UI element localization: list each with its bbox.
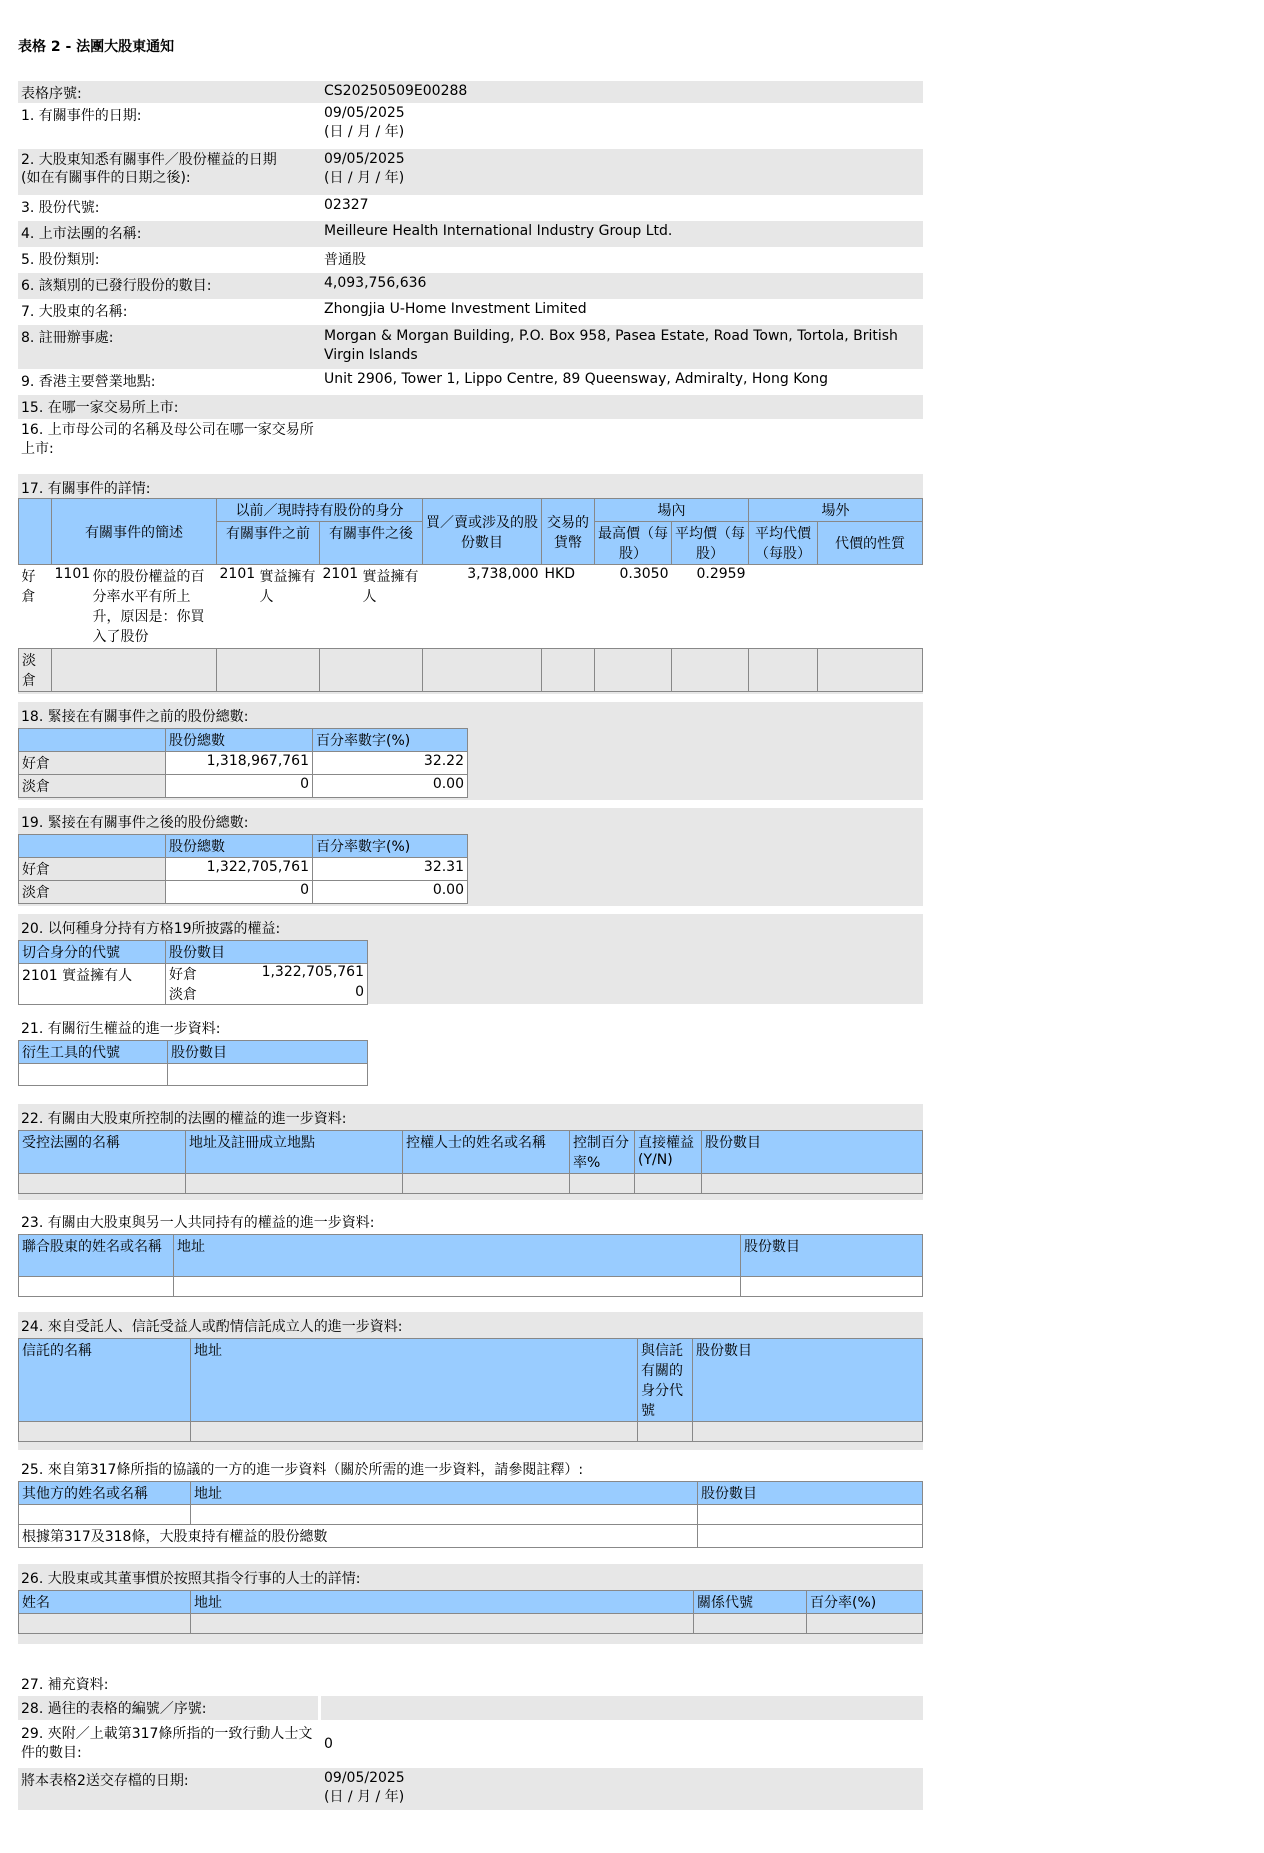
table-row (19, 649, 923, 692)
shares-before-table (18, 728, 468, 798)
f15-value (321, 395, 923, 419)
f16-label: 16. 上市母公司的名稱及母公司在哪一家交易所上市: (21, 422, 314, 457)
short-label: 淡倉 (19, 881, 166, 904)
f7-value: Zhongjia U-Home Investment Limited (324, 301, 587, 317)
controlled-corporation-table (18, 1130, 923, 1194)
f3-value: 02327 (324, 197, 369, 213)
table-row (19, 1525, 923, 1548)
header-name: 姓名 (19, 1591, 191, 1614)
f28-value (321, 1696, 923, 1720)
header-derivative-code: 衍生工具的代號 (19, 1041, 168, 1064)
header-controller-name: 控權人士的姓名或名稱 (403, 1131, 570, 1174)
header-shares-involved: 買／賣或涉及的股份數目 (423, 499, 542, 565)
header-address: 地址 (174, 1235, 741, 1277)
filed-date-label: 將本表格2送交存檔的日期: (21, 1773, 189, 1789)
after-text: 實益擁有人 (362, 569, 419, 605)
table-row (19, 1422, 923, 1442)
before-code: 2101 (219, 566, 256, 582)
shares-after-table (18, 834, 468, 904)
form-header-fields (18, 81, 923, 463)
header-address: 地址 (191, 1591, 694, 1614)
event-details-table (18, 498, 923, 692)
long-label: 好倉 (19, 858, 166, 881)
f29-value: 0 (324, 1736, 333, 1752)
header-shares: 股份數目 (741, 1235, 923, 1277)
f4-value: Meilleure Health International Industry Group Ltd. (324, 223, 673, 239)
f16-value (321, 419, 923, 463)
header-joint-name: 聯合股東的姓名或名稱 (19, 1235, 174, 1277)
f8-value: Morgan & Morgan Building, P.O. Box 958, Pasea Estate, Road Town, Tortola, British Virgin Islands (324, 328, 898, 363)
section-23-heading: 23. 有關由大股東與另一人共同持有的權益的進一步資料: (21, 1215, 375, 1231)
header-address: 地址 (191, 1339, 638, 1422)
shares-involved: 3,738,000 (467, 566, 539, 582)
f3-label: 3. 股份代號: (21, 200, 100, 216)
short-shares: 0 (355, 984, 364, 1000)
section-17-heading: 17. 有關事件的詳情: (21, 481, 151, 497)
before-text: 實益擁有人 (259, 569, 316, 605)
f2-label: 2. 大股東知悉有關事件／股份權益的日期 (如在有關事件的日期之後): (21, 152, 277, 186)
short-label: 淡倉 (19, 649, 52, 692)
table-row (19, 1614, 923, 1634)
header-shares: 股份數目 (693, 1339, 923, 1422)
f1-note: (日 / 月 / 年) (324, 124, 405, 140)
header-percentage: 百分率數字(%) (313, 835, 468, 858)
f5-label: 5. 股份類別: (21, 252, 100, 268)
long-shares: 1,322,705,761 (261, 964, 364, 980)
section-25 (18, 1455, 923, 1555)
agreement-party-table (18, 1481, 923, 1548)
average-price: 0.2959 (696, 566, 746, 582)
long-label: 好倉 (21, 569, 36, 605)
table-row (19, 1277, 923, 1297)
table-row (19, 565, 923, 649)
event-code: 1101 (54, 566, 91, 582)
header-before: 有關事件之前 (217, 522, 320, 565)
section-24 (18, 1312, 923, 1450)
table-row (19, 964, 368, 1005)
header-shares: 股份數目 (166, 941, 368, 964)
header-other-party-name: 其他方的姓名或名稱 (19, 1482, 191, 1505)
f4-label: 4. 上市法團的名稱: (21, 226, 142, 242)
header-after: 有關事件之後 (320, 522, 423, 565)
section-23 (18, 1208, 923, 1306)
f29-label: 29. 夾附／上載第317條所指的一致行動人士文件的數目: (21, 1726, 313, 1761)
header-capacity-code: 切合身分的代號 (19, 941, 166, 964)
derivative-table (18, 1040, 368, 1086)
header-total-shares: 股份總數 (166, 835, 313, 858)
total-shares-label: 根據第317及318條，大股東持有權益的股份總數 (19, 1525, 698, 1548)
header-corporation-name: 受控法團的名稱 (19, 1131, 186, 1174)
f2-value: 09/05/2025 (324, 151, 405, 167)
section-21 (18, 1014, 923, 1102)
header-average-price: 平均價（每股） (672, 522, 749, 565)
header-shares: 股份數目 (702, 1131, 923, 1174)
section-25-heading: 25. 來自第317條所指的協議的一方的進一步資料（關於所需的進一步資料，請參閱註釋）: (21, 1462, 584, 1478)
section-22-heading: 22. 有關由大股東所控制的法團的權益的進一步資料: (21, 1111, 347, 1127)
short-percentage: 0.00 (313, 775, 468, 798)
f6-label: 6. 該類別的已發行股份的數目: (21, 278, 212, 294)
section-19-heading: 19. 緊接在有關事件之後的股份總數: (21, 815, 249, 831)
header-percentage: 百分率(%) (807, 1591, 923, 1614)
section-20 (18, 914, 923, 1004)
section-17 (18, 474, 923, 694)
table-row (19, 858, 468, 881)
f28-label: 28. 過往的表格的編號／序號: (18, 1696, 318, 1720)
section-20-heading: 20. 以何種身分持有方格19所披露的權益: (21, 921, 281, 937)
f5-value: 普通股 (324, 252, 366, 268)
capacity-table (18, 940, 368, 1005)
f15-label: 15. 在哪一家交易所上市: (21, 400, 179, 416)
header-shares: 股份數目 (698, 1482, 923, 1505)
header-total-shares: 股份總數 (166, 729, 313, 752)
table-row (19, 752, 468, 775)
form-tail-fields (18, 1672, 923, 1810)
header-direct-interest: 直接權益(Y/N) (635, 1131, 702, 1174)
table-row (19, 1064, 368, 1086)
f6-value: 4,093,756,636 (324, 275, 427, 291)
table-row (19, 1505, 923, 1525)
short-label: 淡倉 (169, 987, 197, 1003)
after-code: 2101 (322, 566, 359, 582)
header-trust-name: 信託的名稱 (19, 1339, 191, 1422)
f27-label: 27. 補充資料: (21, 1677, 109, 1693)
capacity-code: 2101 實益擁有人 (19, 964, 166, 1005)
f7-label: 7. 大股東的名稱: (21, 304, 128, 320)
header-shares: 股份數目 (168, 1041, 368, 1064)
section-18-heading: 18. 緊接在有關事件之前的股份總數: (21, 709, 249, 725)
table-row (19, 775, 468, 798)
page-title: 表格 2 - 法團大股東通知 (18, 39, 175, 55)
short-percentage: 0.00 (313, 881, 468, 904)
short-shares: 0 (166, 775, 313, 798)
header-address: 地址 (191, 1482, 698, 1505)
f27-value (321, 1672, 923, 1696)
header-off-exchange: 場外 (749, 499, 923, 522)
long-shares: 1,318,967,761 (166, 752, 313, 775)
f1-label: 1. 有關事件的日期: (21, 108, 142, 124)
header-off-average: 平均代價（每股） (749, 522, 818, 565)
short-shares: 0 (166, 881, 313, 904)
f1-value: 09/05/2025 (324, 105, 405, 121)
header-percentage: 百分率數字(%) (313, 729, 468, 752)
long-label: 好倉 (19, 752, 166, 775)
long-shares: 1,322,705,761 (166, 858, 313, 881)
header-on-exchange: 場內 (595, 499, 749, 522)
short-label: 淡倉 (19, 775, 166, 798)
currency: HKD (544, 566, 575, 582)
header-description: 有關事件的簡述 (52, 499, 217, 565)
header-address: 地址及註冊成立地點 (186, 1131, 403, 1174)
section-24-heading: 24. 來自受託人、信託受益人或酌情信託成立人的進一步資料: (21, 1319, 403, 1335)
joint-holding-table (18, 1234, 923, 1297)
table-row (19, 881, 468, 904)
header-highest-price: 最高價（每股） (595, 522, 672, 565)
header-relationship-code: 關係代號 (694, 1591, 807, 1614)
f9-value: Unit 2906, Tower 1, Lippo Centre, 89 Queensway, Admiralty, Hong Kong (324, 371, 829, 387)
long-percentage: 32.31 (313, 858, 468, 881)
header-currency: 交易的貨幣 (542, 499, 595, 565)
filed-date-note: (日 / 月 / 年) (324, 1789, 405, 1805)
header-trust-capacity: 與信託有關的身分代號 (638, 1339, 693, 1422)
persons-acting-table (18, 1590, 923, 1634)
f2-note: (日 / 月 / 年) (324, 170, 405, 186)
trust-table (18, 1338, 923, 1442)
filed-date-value: 09/05/2025 (324, 1770, 405, 1786)
header-capacity: 以前／現時持有股份的身分 (217, 499, 423, 522)
f8-label: 8. 註冊辦事處: (21, 330, 114, 346)
long-label: 好倉 (169, 967, 197, 983)
section-19 (18, 808, 923, 906)
section-26 (18, 1564, 923, 1644)
section-21-heading: 21. 有關衍生權益的進一步資料: (21, 1021, 221, 1037)
f9-label: 9. 香港主要營業地點: (21, 374, 156, 390)
header-nature: 代價的性質 (818, 522, 923, 565)
serial-value: CS20250509E00288 (324, 83, 468, 99)
long-percentage: 32.22 (313, 752, 468, 775)
section-22 (18, 1104, 923, 1200)
section-26-heading: 26. 大股東或其董事慣於按照其指令行事的人士的詳情: (21, 1571, 361, 1587)
table-row (19, 1174, 923, 1194)
header-control-percentage: 控制百分率% (570, 1131, 635, 1174)
section-18 (18, 702, 923, 800)
highest-price: 0.3050 (619, 566, 669, 582)
event-description: 你的股份權益的百分率水平有所上升，原因是：你買入了股份 (92, 569, 205, 645)
serial-label: 表格序號: (21, 86, 82, 102)
